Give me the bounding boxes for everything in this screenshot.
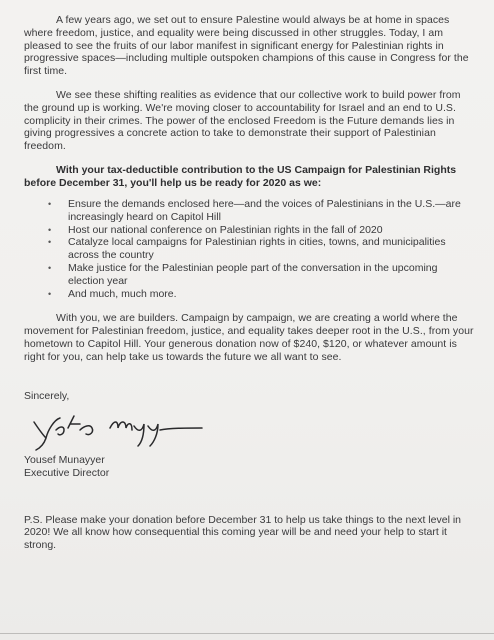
goals-list bbox=[24, 198, 476, 300]
list-item: • Catalyze local campaigns for Palestinian rights in cities, towns, and municipalities across the country bbox=[48, 236, 446, 262]
bullet-dot-icon: • bbox=[48, 288, 52, 299]
postscript: P.S. Please make your donation before December 31 to help us take things to the next level in 2020! We all know how consequential this coming year will be and need your help to start it strong. bbox=[24, 513, 461, 552]
signer-name: Yousef Munayyer bbox=[24, 453, 105, 466]
handwritten-signature-icon bbox=[20, 408, 220, 452]
letter-paragraph-2: We see these shifting realities as evidence that our collective work to build power from the ground up is working. We're moving closer to accountability for Israel and an end to U.S. complicity in their crimes. The power of the enclosed Freedom is the Future demands lies in giving progressives a concrete action to take to demonstrate their support of Palestinian freedom. bbox=[24, 88, 461, 153]
list-item: • Host our national conference on Palestinian rights in the fall of 2020 bbox=[48, 223, 383, 236]
bullet-dot-icon: • bbox=[48, 224, 52, 235]
list-item: • And much, much more. bbox=[48, 287, 177, 300]
closing: Sincerely, bbox=[24, 389, 70, 402]
signer-title: Executive Director bbox=[24, 466, 110, 479]
bullet-dot-icon: • bbox=[48, 237, 52, 248]
signature bbox=[20, 408, 476, 452]
list-item: • Ensure the demands enclosed here—and the voices of Palestinians in the U.S.—are increasingly heard on Capitol Hill bbox=[48, 197, 461, 223]
letter-paragraph-1: A few years ago, we set out to ensure Palestine would always be at home in spaces where freedom, justice, and equality were being discussed in other struggles. Today, I am pleased to see the fruits of our labor manifest in significant energy for Palestinian rights in progressive spaces—including multiple outspoken champions of this cause in Congress for the first time. bbox=[24, 14, 469, 78]
contribution-intro: With your tax-deductible contribution to the US Campaign for Palestinian Rights before December 31, you'll help us be ready for 2020 as we: bbox=[24, 163, 457, 189]
page-fold-line bbox=[0, 633, 494, 634]
bullet-dot-icon: • bbox=[48, 262, 52, 273]
list-item: • Make justice for the Palestinian people part of the conversation in the upcoming election year bbox=[48, 261, 438, 287]
letter-paragraph-3: With you, we are builders. Campaign by campaign, we are creating a world where the movement for Palestinian freedom, justice, and equality takes deeper root in the U.S., from your hometown to Capitol Hill. Your generous donation now of $240, $120, or whatever amount is right for you, can help take us towards the future we all want to see. bbox=[24, 312, 474, 363]
bullet-dot-icon: • bbox=[48, 198, 52, 209]
